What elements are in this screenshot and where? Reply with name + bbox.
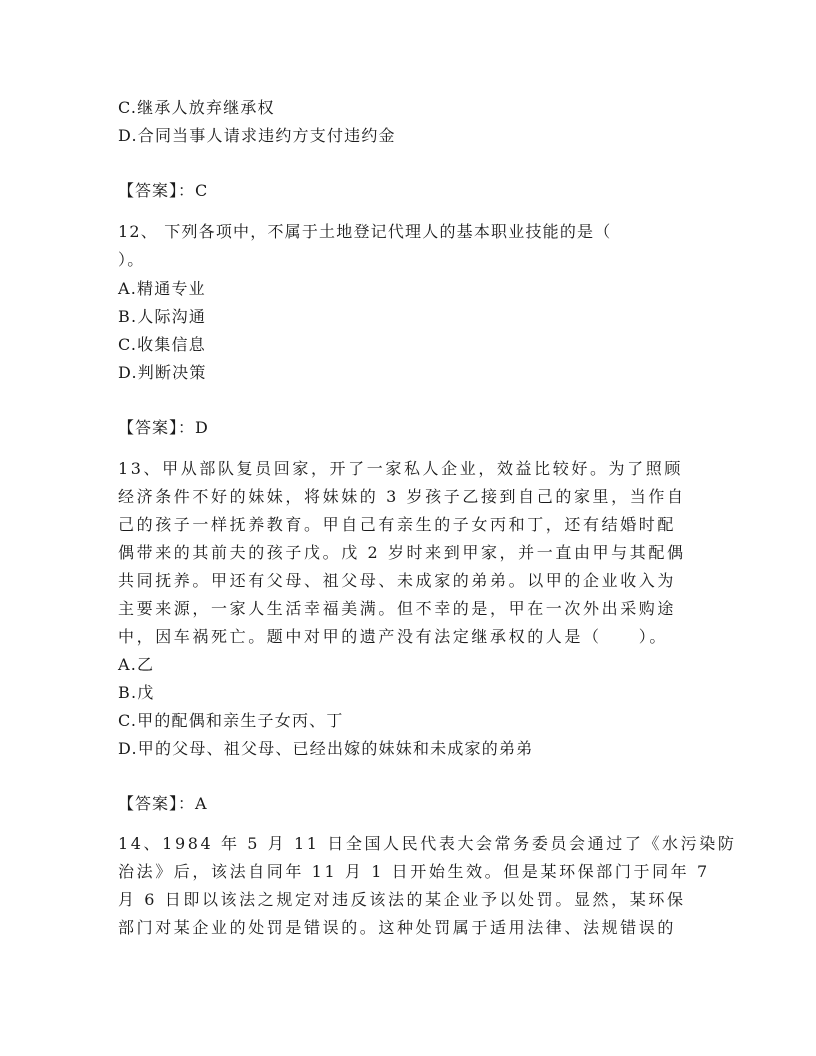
q14-stem-line-4: 部门对某企业的处罚是错误的。这种处罚属于适用法律、法规错误的 [118,918,677,937]
q13-option-b: B.戊 [118,683,155,702]
q12-option-a: A.精通专业 [118,279,206,298]
q13-option-a: A.乙 [118,655,155,674]
q12-option-d: D.判断决策 [118,363,207,382]
q13-stem-line-7: 中，因车祸死亡。题中对甲的遗产没有法定继承权的人是（ ）。 [118,627,669,646]
q11-option-c: C.继承人放弃继承权 [118,98,275,117]
q13-stem-line-4: 偶带来的其前夫的孩子戊。戊 2 岁时来到甲家，并一直由甲与其配偶 [118,543,686,562]
q13-stem-line-6: 主要来源，一家人生活幸福美满。但不幸的是，甲在一次外出采购途 [118,599,677,618]
q13-stem-line-3: 己的孩子一样抚养教育。甲自己有亲生的子女丙和丁，还有结婚时配 [118,515,677,534]
q12-option-c: C.收集信息 [118,335,206,354]
q13-option-d: D.甲的父母、祖父母、已经出嫁的妹妹和未成家的弟弟 [118,739,534,758]
q12-stem-line-1: 12、 下列各项中，不属于土地登记代理人的基本职业技能的是（ [118,222,612,241]
q13-stem-line-1: 13、甲从部队复员回家，开了一家私人企业，效益比较好。为了照顾 [118,459,683,478]
q12-stem-line-2: ）。 [118,250,145,269]
q12-answer: 【答案】：D [118,418,209,437]
q13-stem-line-2: 经济条件不好的妹妹，将妹妹的 3 岁孩子乙接到自己的家里，当作自 [118,487,686,506]
q13-answer: 【答案】：A [118,794,208,813]
q11-answer: 【答案】：C [118,181,209,200]
q14-stem-line-1: 14、1984 年 5 月 11 日全国人民代表大会常务委员会通过了《水污染防 [118,834,737,853]
q13-stem-line-5: 共同抚养。甲还有父母、祖父母、未成家的弟弟。以甲的企业收入为 [118,571,677,590]
q14-stem-line-2: 治法》后，该法自同年 11 月 1 日开始生效。但是某环保部门于同年 7 [118,862,710,881]
q13-option-c: C.甲的配偶和亲生子女丙、丁 [118,711,344,730]
q12-option-b: B.人际沟通 [118,307,207,326]
q14-stem-line-3: 月 6 日即以该法之规定对违反该法的某企业予以处罚。显然，某环保 [118,890,686,909]
q11-option-d: D.合同当事人请求违约方支付违约金 [118,126,396,145]
